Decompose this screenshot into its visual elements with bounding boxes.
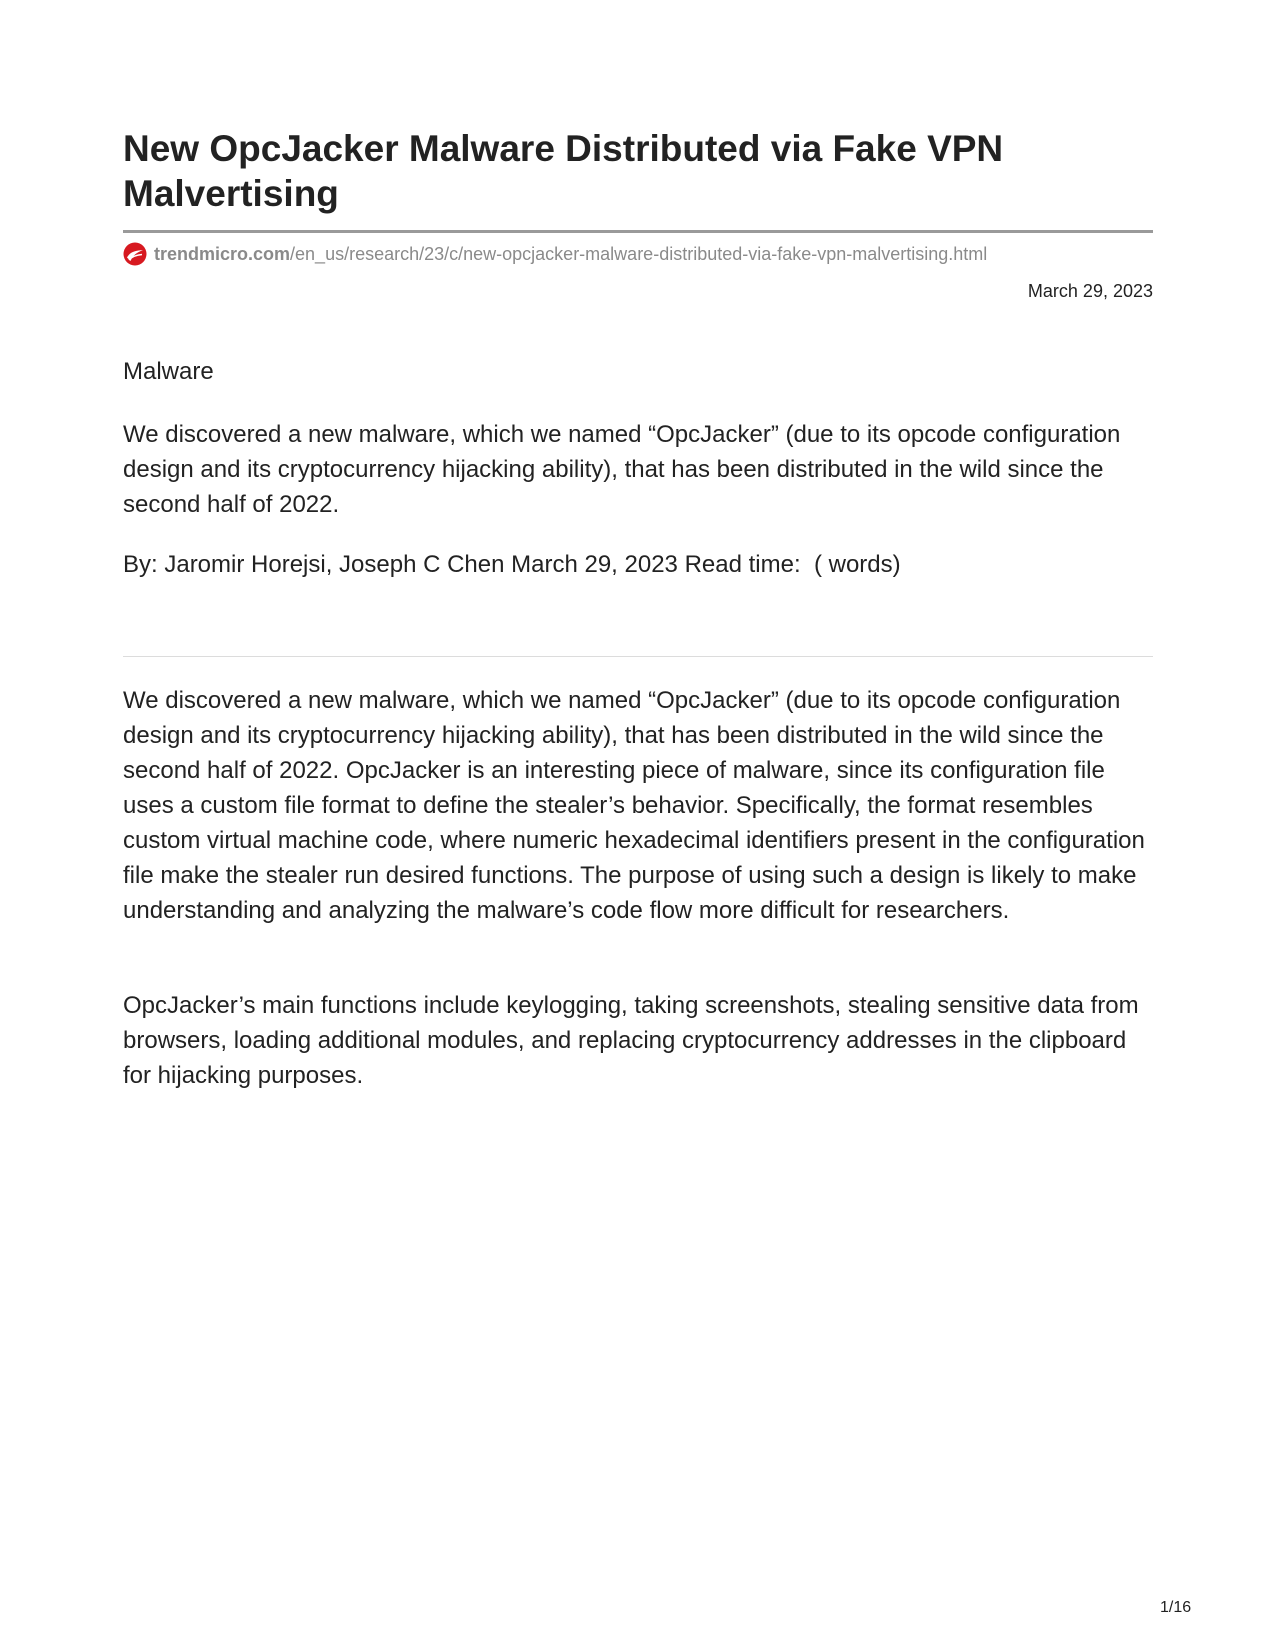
article-category: Malware: [123, 358, 214, 385]
section-divider: [123, 656, 1153, 657]
article-title: New OpcJacker Malware Distributed via Fake VPN Malvertising: [123, 128, 1004, 214]
body-paragraph: We discovered a new malware, which we named “OpcJacker” (due to its opcode configuration design and its cryptocurrency hijacking ability), that has been distributed in the wild since the second half of 2022. OpcJacker is an interesting piece of malware, since its configuration file uses a custom file format to define the stealer’s behavior. Specifically, the format resembles custom virtual machine code, where numeric hexadecimal identifiers present in the configuration file make the stealer run desired functions. The purpose of using such a design is likely to make understanding and analyzing the malware’s code flow more difficult for researchers.: [123, 687, 1145, 924]
body-paragraph: OpcJacker’s main functions include keylogging, taking screenshots, stealing sensitive data from browsers, loading additional modules, and replacing cryptocurrency addresses in the clipboard for hijacking purposes.: [123, 992, 1139, 1089]
source-link[interactable]: [123, 241, 987, 267]
title-divider: [123, 230, 1153, 233]
page-number: 1/16: [1160, 1599, 1192, 1616]
article-byline: By: Jaromir Horejsi, Joseph C Chen March 29, 2023 Read time: ( words): [123, 551, 901, 578]
publish-date: March 29, 2023: [1027, 281, 1153, 301]
source-path[interactable]: /en_us/research/23/c/new-opcjacker-malware-distributed-via-fake-vpn-malvertising.html: [290, 243, 988, 264]
article-summary: We discovered a new malware, which we named “OpcJacker” (due to its opcode configuration design and its cryptocurrency hijacking ability), that has been distributed in the wild since the second half of 2022.: [123, 421, 1121, 518]
trendmicro-logo-icon: [123, 242, 147, 266]
source-domain[interactable]: trendmicro.com: [154, 243, 291, 264]
